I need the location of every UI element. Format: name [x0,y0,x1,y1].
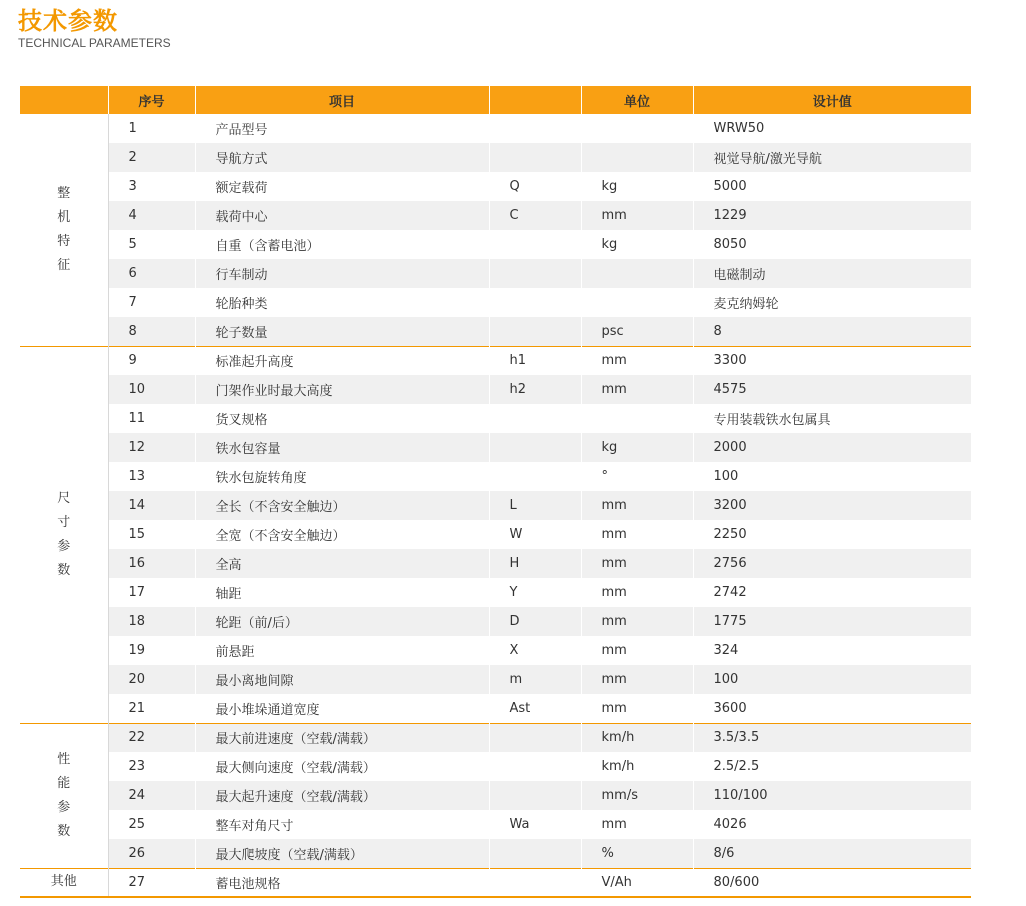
row-item: 标准起升高度 [195,346,489,375]
row-item: 轮胎种类 [195,288,489,317]
row-item: 蓄电池规格 [195,868,489,897]
row-number: 13 [108,462,195,491]
row-symbol: X [489,636,581,665]
parameters-table [20,86,971,898]
row-item: 最大侧向速度（空载/满载） [195,752,489,781]
group-label-text: 其他 [50,874,77,890]
row-symbol [489,868,581,897]
row-unit: mm [581,346,693,375]
table-row [20,694,971,723]
row-number: 24 [108,781,195,810]
row-symbol [489,752,581,781]
row-number: 3 [108,172,195,201]
table-row [20,549,971,578]
row-symbol: Y [489,578,581,607]
table-row [20,752,971,781]
row-symbol [489,288,581,317]
row-symbol: Ast [489,694,581,723]
row-unit [581,404,693,433]
row-unit [581,114,693,143]
row-number: 22 [108,723,195,752]
row-value: 110/100 [693,781,971,810]
row-symbol [489,723,581,752]
row-item: 前悬距 [195,636,489,665]
row-number: 11 [108,404,195,433]
row-item: 轮子数量 [195,317,489,346]
row-symbol: W [489,520,581,549]
row-value: 324 [693,636,971,665]
row-number: 1 [108,114,195,143]
row-unit: mm [581,810,693,839]
row-number: 21 [108,694,195,723]
row-unit: kg [581,433,693,462]
row-item: 导航方式 [195,143,489,172]
row-item: 行车制动 [195,259,489,288]
row-symbol [489,143,581,172]
row-value: 3.5/3.5 [693,723,971,752]
row-value: 8 [693,317,971,346]
row-item: 全高 [195,549,489,578]
row-number: 23 [108,752,195,781]
table-row [20,404,971,433]
row-number: 6 [108,259,195,288]
row-number: 2 [108,143,195,172]
row-symbol [489,462,581,491]
row-unit: mm [581,636,693,665]
row-unit: mm [581,607,693,636]
table-row [20,375,971,404]
row-value: 2250 [693,520,971,549]
table-row [20,607,971,636]
row-item: 最大爬坡度（空载/满载） [195,839,489,868]
table-row [20,201,971,230]
row-symbol [489,259,581,288]
row-value: 电磁制动 [693,259,971,288]
table-row [20,781,971,810]
table-row [20,114,971,143]
row-item: 最大起升速度（空载/满载） [195,781,489,810]
row-unit: V/Ah [581,868,693,897]
row-value: 80/600 [693,868,971,897]
row-number: 27 [108,868,195,897]
row-symbol: m [489,665,581,694]
table-row [20,810,971,839]
table-header-row [20,86,971,114]
row-number: 17 [108,578,195,607]
row-item: 额定载荷 [195,172,489,201]
row-symbol: Q [489,172,581,201]
page-header [18,6,171,50]
row-unit: psc [581,317,693,346]
row-item: 载荷中心 [195,201,489,230]
group-label [20,114,108,346]
row-unit: mm [581,549,693,578]
row-unit: mm [581,491,693,520]
row-symbol: C [489,201,581,230]
row-value: 100 [693,665,971,694]
group-label-text: 整机特征 [57,185,71,273]
row-unit: mm [581,665,693,694]
row-number: 15 [108,520,195,549]
row-item: 铁水包容量 [195,433,489,462]
row-value: 4575 [693,375,971,404]
row-number: 12 [108,433,195,462]
row-symbol [489,317,581,346]
row-number: 10 [108,375,195,404]
row-number: 19 [108,636,195,665]
row-unit: mm [581,578,693,607]
row-number: 18 [108,607,195,636]
group-label [20,868,108,897]
row-value: 麦克纳姆轮 [693,288,971,317]
col-header-item: 项目 [195,86,489,114]
row-value: 视觉导航/激光导航 [693,143,971,172]
page-subtitle: TECHNICAL PARAMETERS [18,36,171,50]
row-number: 4 [108,201,195,230]
group-label [20,346,108,723]
table-row [20,520,971,549]
row-symbol: h2 [489,375,581,404]
table-row [20,346,971,375]
table-row [20,172,971,201]
row-unit: mm [581,375,693,404]
row-item: 全宽（不含安全触边） [195,520,489,549]
row-unit: mm [581,520,693,549]
row-value: 2742 [693,578,971,607]
row-item: 自重（含蓄电池） [195,230,489,259]
row-item: 轮距（前/后） [195,607,489,636]
row-symbol [489,433,581,462]
table-row [20,868,971,897]
row-value: 2756 [693,549,971,578]
row-unit: kg [581,230,693,259]
row-value: 2000 [693,433,971,462]
row-value: 5000 [693,172,971,201]
table-row [20,288,971,317]
row-symbol: Wa [489,810,581,839]
row-value: 8/6 [693,839,971,868]
table-row [20,491,971,520]
col-header-group [20,86,108,114]
page-title: 技术参数 [18,7,118,35]
table-row [20,839,971,868]
col-header-symbol [489,86,581,114]
row-symbol [489,404,581,433]
table-row [20,317,971,346]
row-unit [581,143,693,172]
table-row [20,230,971,259]
row-unit: mm [581,694,693,723]
table-row [20,723,971,752]
table-row [20,665,971,694]
row-item: 整车对角尺寸 [195,810,489,839]
row-unit: mm/s [581,781,693,810]
row-value: 3600 [693,694,971,723]
row-item: 最大前进速度（空载/满载） [195,723,489,752]
group-label [20,723,108,868]
group-label-text: 性能参数 [57,751,71,839]
row-value: 1775 [693,607,971,636]
row-symbol [489,114,581,143]
row-symbol: D [489,607,581,636]
row-item: 货叉规格 [195,404,489,433]
row-unit: % [581,839,693,868]
row-unit: kg [581,172,693,201]
row-symbol: L [489,491,581,520]
row-value: WRW50 [693,114,971,143]
row-value: 100 [693,462,971,491]
col-header-value: 设计值 [693,86,971,114]
row-item: 最小堆垛通道宽度 [195,694,489,723]
row-value: 2.5/2.5 [693,752,971,781]
row-item: 铁水包旋转角度 [195,462,489,491]
row-item: 全长（不含安全触边） [195,491,489,520]
row-symbol: h1 [489,346,581,375]
row-value: 3200 [693,491,971,520]
table-row [20,433,971,462]
row-unit: ° [581,462,693,491]
row-value: 4026 [693,810,971,839]
row-number: 7 [108,288,195,317]
table-row [20,578,971,607]
row-number: 16 [108,549,195,578]
col-header-no: 序号 [108,86,195,114]
row-unit: km/h [581,723,693,752]
row-value: 8050 [693,230,971,259]
row-symbol: H [489,549,581,578]
row-value: 1229 [693,201,971,230]
table-row [20,636,971,665]
group-label-text: 尺寸参数 [57,490,71,578]
row-unit [581,259,693,288]
table-row [20,143,971,172]
row-item: 轴距 [195,578,489,607]
row-unit [581,288,693,317]
row-value: 专用装载铁水包属具 [693,404,971,433]
table-body [20,114,971,897]
row-unit: km/h [581,752,693,781]
row-symbol [489,781,581,810]
row-item: 门架作业时最大高度 [195,375,489,404]
table-row [20,259,971,288]
row-item: 最小离地间隙 [195,665,489,694]
row-number: 5 [108,230,195,259]
row-symbol [489,230,581,259]
row-symbol [489,839,581,868]
row-number: 25 [108,810,195,839]
row-item: 产品型号 [195,114,489,143]
col-header-unit: 单位 [581,86,693,114]
row-number: 26 [108,839,195,868]
row-number: 8 [108,317,195,346]
row-number: 20 [108,665,195,694]
row-unit: mm [581,201,693,230]
row-number: 9 [108,346,195,375]
table-row [20,462,971,491]
row-number: 14 [108,491,195,520]
row-value: 3300 [693,346,971,375]
